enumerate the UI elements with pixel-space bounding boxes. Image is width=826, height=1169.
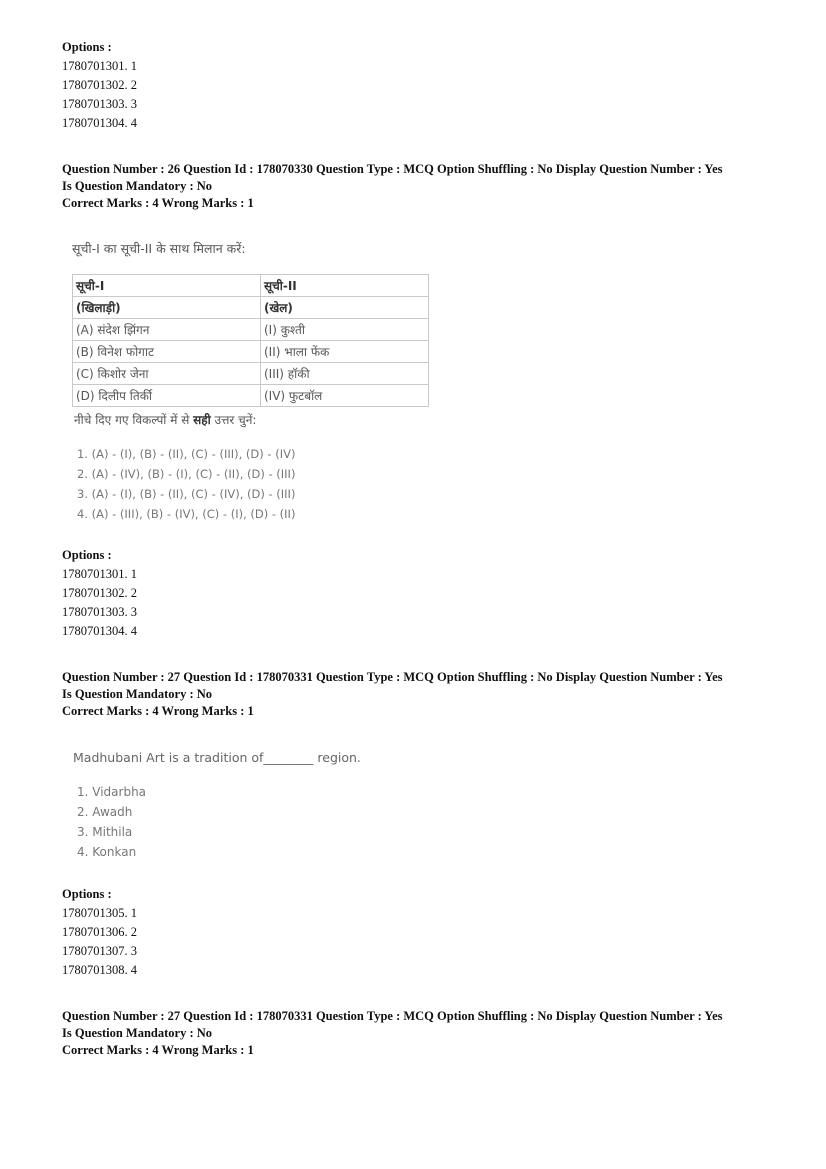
q27b-meta	[62, 1008, 723, 1059]
option-item: 1780701308. 4	[62, 963, 137, 977]
q26-instruction: सूची-I का सूची-II के साथ मिलान करें:	[72, 241, 246, 256]
options-label: Options :	[62, 887, 112, 901]
q26-match-table	[72, 274, 429, 407]
q27-meta-line1: Question Number : 27 Question Id : 178070331 Question Type : MCQ Option Shuffling : No Display Question Number : Yes	[62, 670, 723, 684]
table-cell: (A) संदेश झिंगन	[73, 319, 261, 341]
choice-item: 2. (A) - (IV), (B) - (I), (C) - (II), (D) - (III)	[77, 467, 296, 481]
option-item: 1780701301. 1	[62, 567, 137, 581]
option-item: 1780701303. 3	[62, 97, 137, 111]
options-label: Options :	[62, 548, 112, 562]
table-cell: (C) किशोर जेना	[73, 363, 261, 385]
q27-options-block	[62, 885, 137, 980]
q27b-meta-line1: Question Number : 27 Question Id : 178070331 Question Type : MCQ Option Shuffling : No Display Question Number : Yes	[62, 1009, 723, 1023]
q26-meta-line1: Question Number : 26 Question Id : 178070330 Question Type : MCQ Option Shuffling : No Display Question Number : Yes	[62, 162, 723, 176]
choice-item: 4. Konkan	[77, 845, 137, 859]
q26-options-block	[62, 546, 137, 641]
q27b-meta-line3: Correct Marks : 4 Wrong Marks : 1	[62, 1043, 254, 1057]
table-cell: (B) विनेश फोगाट	[73, 341, 261, 363]
table-row	[73, 341, 429, 363]
q27-choices	[77, 782, 146, 862]
q26-choices	[77, 444, 295, 524]
table-subheader-sports: (खेल)	[261, 297, 429, 319]
q26-prompt	[74, 411, 256, 428]
choice-item: 2. Awadh	[77, 805, 133, 819]
table-row	[73, 319, 429, 341]
option-item: 1780701305. 1	[62, 906, 137, 920]
top-options-block	[62, 38, 137, 133]
q26-prompt-post: उत्तर चुनें:	[210, 413, 257, 427]
option-item: 1780701302. 2	[62, 586, 137, 600]
option-item: 1780701304. 4	[62, 116, 137, 130]
q27b-meta-line2: Is Question Mandatory : No	[62, 1026, 213, 1040]
q26-meta-line2: Is Question Mandatory : No	[62, 179, 213, 193]
table-subheader-players: (खिलाड़ी)	[73, 297, 261, 319]
choice-item: 1. (A) - (I), (B) - (II), (C) - (III), (D) - (IV)	[77, 447, 296, 461]
q26-meta-line3: Correct Marks : 4 Wrong Marks : 1	[62, 196, 254, 210]
table-row	[73, 363, 429, 385]
table-subheader-row	[73, 297, 429, 319]
table-row	[73, 385, 429, 407]
table-cell: (IV) फुटबॉल	[261, 385, 429, 407]
table-header-list2: सूची-II	[261, 275, 429, 297]
q27-meta-line2: Is Question Mandatory : No	[62, 687, 213, 701]
q27-meta	[62, 669, 723, 720]
q26-prompt-pre: नीचे दिए गए विकल्पों में से	[74, 413, 194, 427]
q27-question-text: Madhubani Art is a tradition of________ region.	[73, 750, 361, 765]
options-label: Options :	[62, 40, 112, 54]
choice-item: 1. Vidarbha	[77, 785, 147, 799]
table-header-list1: सूची-I	[73, 275, 261, 297]
table-cell: (III) हॉकी	[261, 363, 429, 385]
table-header-row	[73, 275, 429, 297]
option-item: 1780701306. 2	[62, 925, 137, 939]
table-cell: (II) भाला फेंक	[261, 341, 429, 363]
option-item: 1780701307. 3	[62, 944, 137, 958]
choice-item: 3. Mithila	[77, 825, 133, 839]
choice-item: 4. (A) - (III), (B) - (IV), (C) - (I), (D) - (II)	[77, 507, 296, 521]
q26-question-image	[72, 240, 246, 257]
option-item: 1780701301. 1	[62, 59, 137, 73]
q27-meta-line3: Correct Marks : 4 Wrong Marks : 1	[62, 704, 254, 718]
option-item: 1780701302. 2	[62, 78, 137, 92]
table-cell: (D) दिलीप तिर्की	[73, 385, 261, 407]
q26-prompt-bold: सही	[193, 413, 211, 427]
q26-meta	[62, 161, 723, 212]
table-cell: (I) कुश्ती	[261, 319, 429, 341]
choice-item: 3. (A) - (I), (B) - (II), (C) - (IV), (D) - (III)	[77, 487, 296, 501]
option-item: 1780701304. 4	[62, 624, 137, 638]
option-item: 1780701303. 3	[62, 605, 137, 619]
